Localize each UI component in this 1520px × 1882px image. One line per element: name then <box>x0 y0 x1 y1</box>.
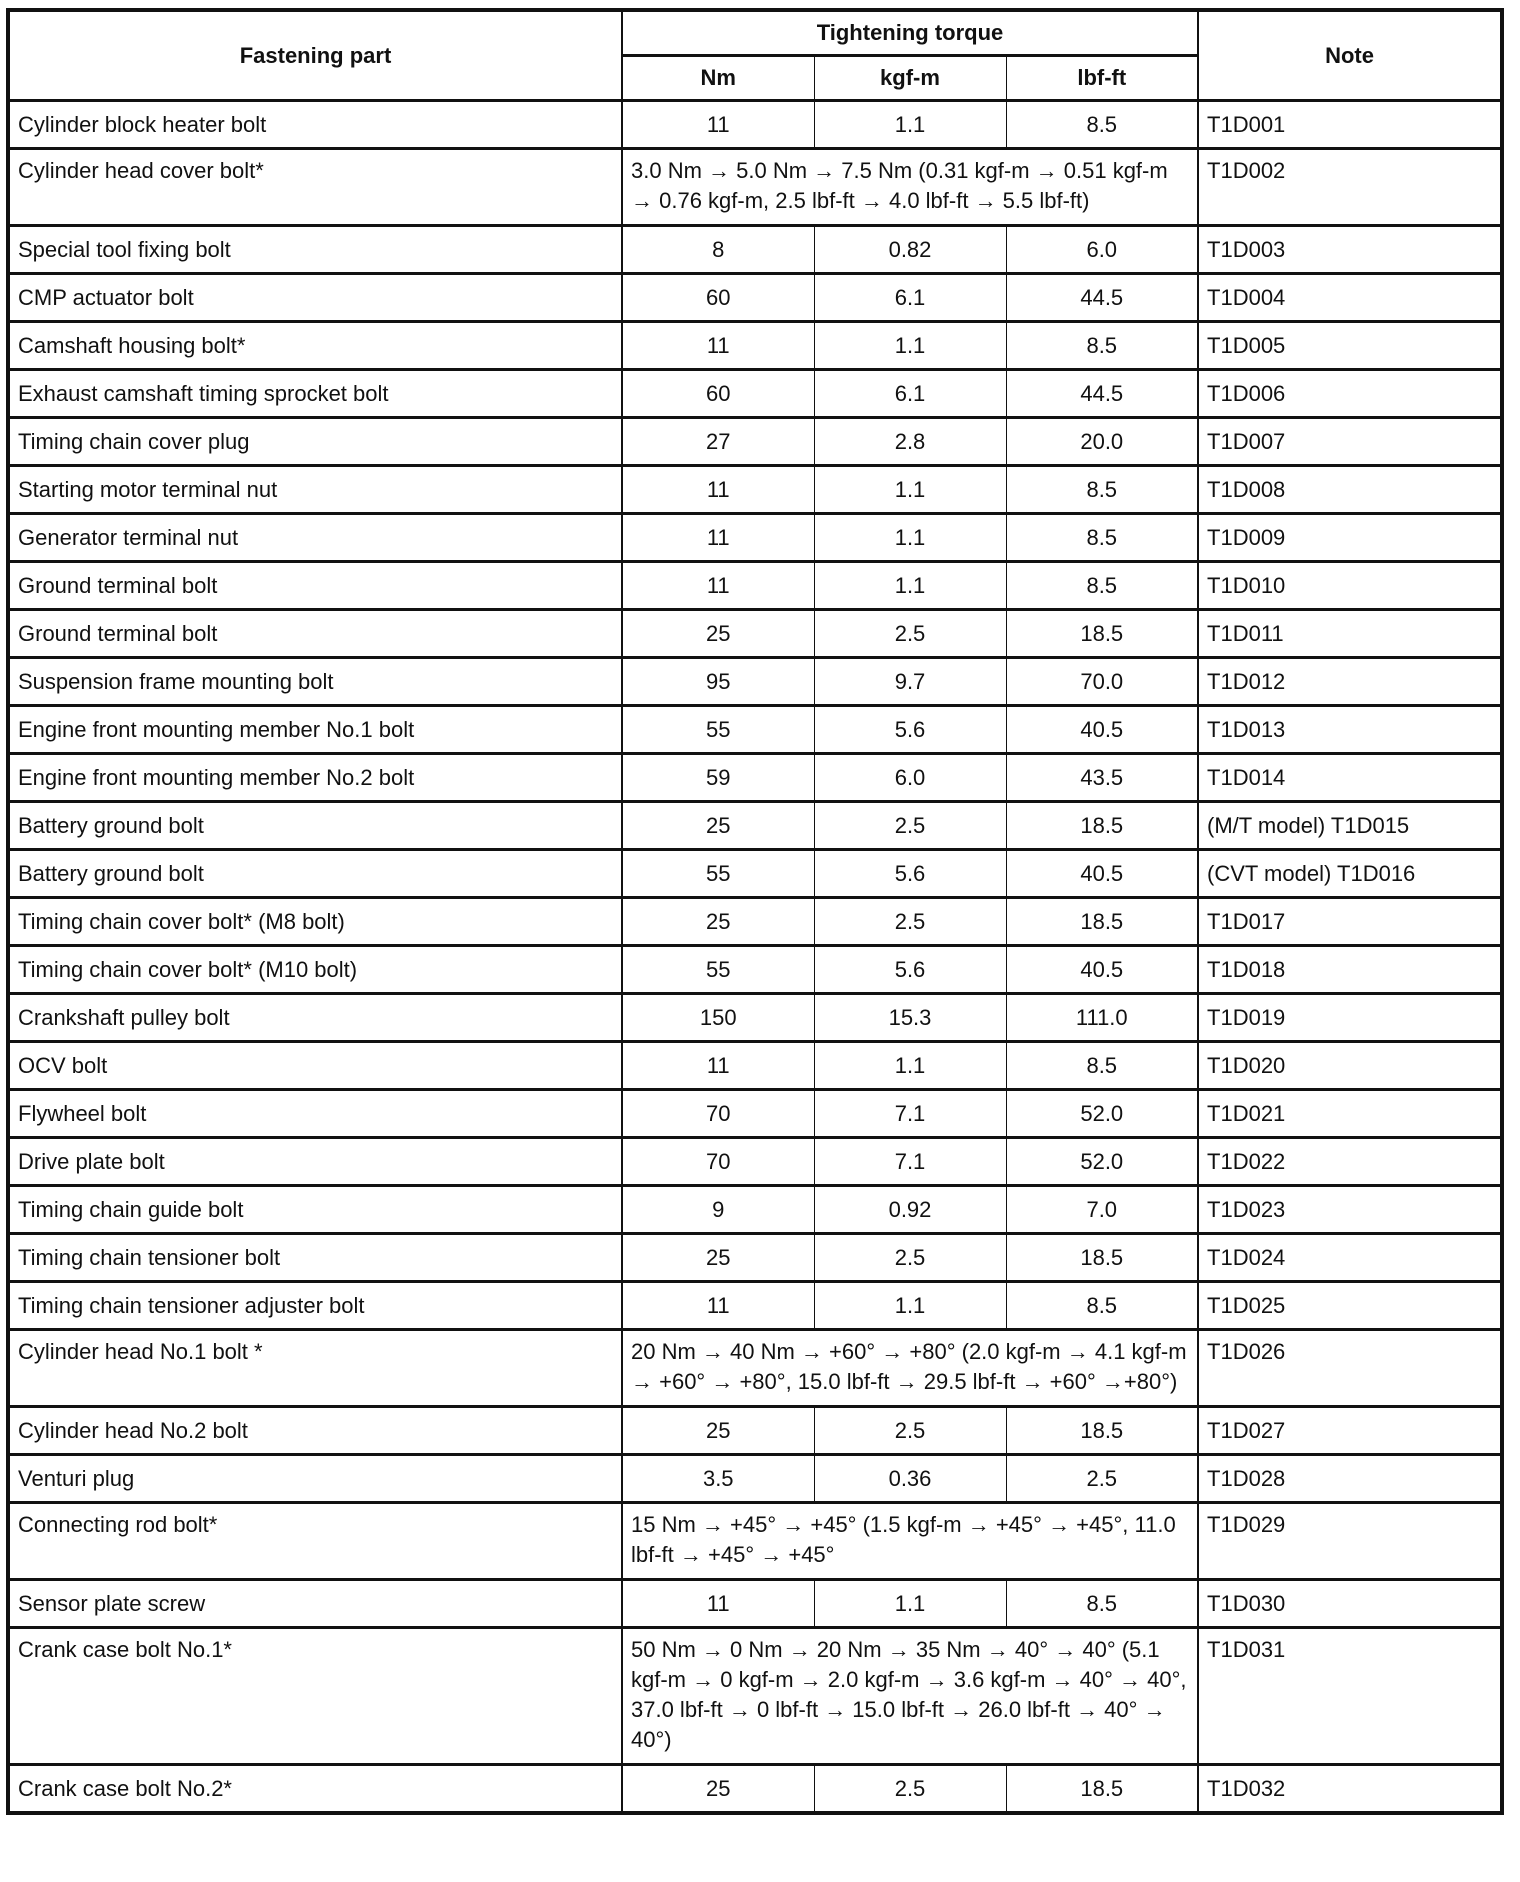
torque-sequence-cell: 3.0 Nm → 5.0 Nm → 7.5 Nm (0.31 kgf-m → 0.51 kgf-m → 0.76 kgf-m, 2.5 lbf-ft → 4.0 lbf-ft → 5.5 lbf-ft) <box>622 149 1198 226</box>
table-row <box>8 658 1502 706</box>
kgfm-cell: 7.1 <box>814 1138 1006 1186</box>
table-row <box>8 1580 1502 1628</box>
table-row <box>8 514 1502 562</box>
fastening-part-cell: Flywheel bolt <box>8 1090 622 1138</box>
note-cell: T1D024 <box>1198 1234 1502 1282</box>
lbfft-cell: 18.5 <box>1006 610 1198 658</box>
lbfft-cell: 8.5 <box>1006 101 1198 149</box>
kgfm-cell: 2.5 <box>814 898 1006 946</box>
table-row <box>8 149 1502 226</box>
kgfm-cell: 6.0 <box>814 754 1006 802</box>
table-row <box>8 1042 1502 1090</box>
table-row <box>8 802 1502 850</box>
nm-cell: 11 <box>622 322 814 370</box>
fastening-part-cell: Starting motor terminal nut <box>8 466 622 514</box>
nm-cell: 11 <box>622 1042 814 1090</box>
kgfm-cell: 6.1 <box>814 370 1006 418</box>
kgfm-cell: 15.3 <box>814 994 1006 1042</box>
fastening-part-cell: Connecting rod bolt* <box>8 1503 622 1580</box>
header-note: Note <box>1198 10 1502 101</box>
nm-cell: 25 <box>622 802 814 850</box>
nm-cell: 25 <box>622 898 814 946</box>
lbfft-cell: 18.5 <box>1006 1765 1198 1814</box>
nm-cell: 11 <box>622 101 814 149</box>
header-nm: Nm <box>622 56 814 101</box>
fastening-part-cell: Special tool fixing bolt <box>8 226 622 274</box>
lbfft-cell: 20.0 <box>1006 418 1198 466</box>
header-tightening-torque: Tightening torque <box>622 10 1198 56</box>
fastening-part-cell: Cylinder block heater bolt <box>8 101 622 149</box>
table-row <box>8 754 1502 802</box>
note-cell: T1D002 <box>1198 149 1502 226</box>
note-cell: T1D014 <box>1198 754 1502 802</box>
table-row <box>8 1282 1502 1330</box>
fastening-part-cell: Battery ground bolt <box>8 802 622 850</box>
nm-cell: 70 <box>622 1138 814 1186</box>
nm-cell: 27 <box>622 418 814 466</box>
nm-cell: 60 <box>622 370 814 418</box>
fastening-part-cell: Ground terminal bolt <box>8 610 622 658</box>
note-cell: T1D025 <box>1198 1282 1502 1330</box>
kgfm-cell: 1.1 <box>814 514 1006 562</box>
lbfft-cell: 8.5 <box>1006 466 1198 514</box>
fastening-part-cell: Timing chain cover bolt* (M10 bolt) <box>8 946 622 994</box>
nm-cell: 70 <box>622 1090 814 1138</box>
note-cell: (CVT model) T1D016 <box>1198 850 1502 898</box>
lbfft-cell: 111.0 <box>1006 994 1198 1042</box>
table-row <box>8 706 1502 754</box>
nm-cell: 95 <box>622 658 814 706</box>
nm-cell: 25 <box>622 610 814 658</box>
lbfft-cell: 8.5 <box>1006 1282 1198 1330</box>
lbfft-cell: 8.5 <box>1006 1042 1198 1090</box>
fastening-part-cell: CMP actuator bolt <box>8 274 622 322</box>
table-row <box>8 101 1502 149</box>
nm-cell: 25 <box>622 1765 814 1814</box>
nm-cell: 150 <box>622 994 814 1042</box>
torque-specification-table <box>6 8 1504 1815</box>
kgfm-cell: 0.36 <box>814 1455 1006 1503</box>
note-cell: T1D023 <box>1198 1186 1502 1234</box>
note-cell: T1D013 <box>1198 706 1502 754</box>
nm-cell: 11 <box>622 1580 814 1628</box>
nm-cell: 11 <box>622 514 814 562</box>
table-row <box>8 898 1502 946</box>
table-row <box>8 946 1502 994</box>
kgfm-cell: 5.6 <box>814 706 1006 754</box>
lbfft-cell: 52.0 <box>1006 1090 1198 1138</box>
note-cell: T1D011 <box>1198 610 1502 658</box>
table-row <box>8 610 1502 658</box>
table-row <box>8 1138 1502 1186</box>
kgfm-cell: 1.1 <box>814 466 1006 514</box>
header-fastening-part: Fastening part <box>8 10 622 101</box>
table-row <box>8 1455 1502 1503</box>
header-lbfft: lbf-ft <box>1006 56 1198 101</box>
note-cell: T1D018 <box>1198 946 1502 994</box>
table-body <box>8 101 1502 1814</box>
lbfft-cell: 18.5 <box>1006 1407 1198 1455</box>
fastening-part-cell: Timing chain guide bolt <box>8 1186 622 1234</box>
kgfm-cell: 1.1 <box>814 1580 1006 1628</box>
nm-cell: 11 <box>622 562 814 610</box>
fastening-part-cell: Suspension frame mounting bolt <box>8 658 622 706</box>
note-cell: T1D028 <box>1198 1455 1502 1503</box>
table-row <box>8 226 1502 274</box>
note-cell: T1D032 <box>1198 1765 1502 1814</box>
nm-cell: 25 <box>622 1407 814 1455</box>
fastening-part-cell: Cylinder head cover bolt* <box>8 149 622 226</box>
nm-cell: 8 <box>622 226 814 274</box>
fastening-part-cell: Cylinder head No.1 bolt * <box>8 1330 622 1407</box>
note-cell: T1D001 <box>1198 101 1502 149</box>
lbfft-cell: 52.0 <box>1006 1138 1198 1186</box>
torque-sequence-cell: 20 Nm → 40 Nm → +60° → +80° (2.0 kgf-m → 4.1 kgf-m → +60° → +80°, 15.0 lbf-ft → 29.5 lbf-ft → +60° →+80°) <box>622 1330 1198 1407</box>
table-row <box>8 418 1502 466</box>
lbfft-cell: 40.5 <box>1006 946 1198 994</box>
kgfm-cell: 1.1 <box>814 1042 1006 1090</box>
nm-cell: 55 <box>622 946 814 994</box>
kgfm-cell: 1.1 <box>814 322 1006 370</box>
kgfm-cell: 0.92 <box>814 1186 1006 1234</box>
fastening-part-cell: Timing chain tensioner adjuster bolt <box>8 1282 622 1330</box>
fastening-part-cell: Engine front mounting member No.2 bolt <box>8 754 622 802</box>
note-cell: T1D010 <box>1198 562 1502 610</box>
nm-cell: 11 <box>622 1282 814 1330</box>
nm-cell: 9 <box>622 1186 814 1234</box>
note-cell: T1D022 <box>1198 1138 1502 1186</box>
table-header <box>8 10 1502 101</box>
fastening-part-cell: Camshaft housing bolt* <box>8 322 622 370</box>
table-row <box>8 466 1502 514</box>
lbfft-cell: 6.0 <box>1006 226 1198 274</box>
table-row <box>8 1503 1502 1580</box>
lbfft-cell: 18.5 <box>1006 898 1198 946</box>
fastening-part-cell: Ground terminal bolt <box>8 562 622 610</box>
kgfm-cell: 2.5 <box>814 1765 1006 1814</box>
note-cell: T1D021 <box>1198 1090 1502 1138</box>
fastening-part-cell: OCV bolt <box>8 1042 622 1090</box>
note-cell: T1D004 <box>1198 274 1502 322</box>
torque-sequence-cell: 15 Nm → +45° → +45° (1.5 kgf-m → +45° → +45°, 11.0 lbf-ft → +45° → +45° <box>622 1503 1198 1580</box>
lbfft-cell: 8.5 <box>1006 514 1198 562</box>
kgfm-cell: 0.82 <box>814 226 1006 274</box>
fastening-part-cell: Cylinder head No.2 bolt <box>8 1407 622 1455</box>
lbfft-cell: 8.5 <box>1006 322 1198 370</box>
nm-cell: 55 <box>622 706 814 754</box>
lbfft-cell: 18.5 <box>1006 802 1198 850</box>
table-row <box>8 994 1502 1042</box>
kgfm-cell: 1.1 <box>814 1282 1006 1330</box>
fastening-part-cell: Generator terminal nut <box>8 514 622 562</box>
kgfm-cell: 2.8 <box>814 418 1006 466</box>
table-row <box>8 274 1502 322</box>
kgfm-cell: 5.6 <box>814 850 1006 898</box>
header-kgfm: kgf-m <box>814 56 1006 101</box>
note-cell: (M/T model) T1D015 <box>1198 802 1502 850</box>
note-cell: T1D019 <box>1198 994 1502 1042</box>
table-row <box>8 850 1502 898</box>
kgfm-cell: 2.5 <box>814 610 1006 658</box>
table-row <box>8 1090 1502 1138</box>
kgfm-cell: 6.1 <box>814 274 1006 322</box>
kgfm-cell: 1.1 <box>814 562 1006 610</box>
kgfm-cell: 7.1 <box>814 1090 1006 1138</box>
lbfft-cell: 40.5 <box>1006 850 1198 898</box>
lbfft-cell: 8.5 <box>1006 562 1198 610</box>
nm-cell: 11 <box>622 466 814 514</box>
kgfm-cell: 1.1 <box>814 101 1006 149</box>
note-cell: T1D006 <box>1198 370 1502 418</box>
fastening-part-cell: Crank case bolt No.1* <box>8 1628 622 1765</box>
note-cell: T1D026 <box>1198 1330 1502 1407</box>
fastening-part-cell: Battery ground bolt <box>8 850 622 898</box>
fastening-part-cell: Drive plate bolt <box>8 1138 622 1186</box>
nm-cell: 60 <box>622 274 814 322</box>
fastening-part-cell: Timing chain cover bolt* (M8 bolt) <box>8 898 622 946</box>
fastening-part-cell: Crank case bolt No.2* <box>8 1765 622 1814</box>
table-row <box>8 1186 1502 1234</box>
torque-sequence-cell: 50 Nm → 0 Nm → 20 Nm → 35 Nm → 40° → 40° (5.1 kgf-m → 0 kgf-m → 2.0 kgf-m → 3.6 kgf-m → 40° → 40°, 37.0 lbf-ft → 0 lbf-ft → 15.0 lbf-ft → 26.0 lbf-ft → 40° → 40°) <box>622 1628 1198 1765</box>
nm-cell: 25 <box>622 1234 814 1282</box>
note-cell: T1D009 <box>1198 514 1502 562</box>
table-row <box>8 1765 1502 1814</box>
table-row <box>8 370 1502 418</box>
fastening-part-cell: Engine front mounting member No.1 bolt <box>8 706 622 754</box>
lbfft-cell: 43.5 <box>1006 754 1198 802</box>
table-row <box>8 1330 1502 1407</box>
note-cell: T1D003 <box>1198 226 1502 274</box>
note-cell: T1D020 <box>1198 1042 1502 1090</box>
nm-cell: 59 <box>622 754 814 802</box>
table-row <box>8 322 1502 370</box>
lbfft-cell: 7.0 <box>1006 1186 1198 1234</box>
fastening-part-cell: Exhaust camshaft timing sprocket bolt <box>8 370 622 418</box>
fastening-part-cell: Venturi plug <box>8 1455 622 1503</box>
note-cell: T1D029 <box>1198 1503 1502 1580</box>
table-row <box>8 1234 1502 1282</box>
lbfft-cell: 2.5 <box>1006 1455 1198 1503</box>
fastening-part-cell: Crankshaft pulley bolt <box>8 994 622 1042</box>
kgfm-cell: 2.5 <box>814 802 1006 850</box>
kgfm-cell: 9.7 <box>814 658 1006 706</box>
note-cell: T1D017 <box>1198 898 1502 946</box>
table-row <box>8 1628 1502 1765</box>
lbfft-cell: 8.5 <box>1006 1580 1198 1628</box>
kgfm-cell: 2.5 <box>814 1234 1006 1282</box>
note-cell: T1D027 <box>1198 1407 1502 1455</box>
kgfm-cell: 5.6 <box>814 946 1006 994</box>
note-cell: T1D030 <box>1198 1580 1502 1628</box>
note-cell: T1D005 <box>1198 322 1502 370</box>
lbfft-cell: 40.5 <box>1006 706 1198 754</box>
note-cell: T1D012 <box>1198 658 1502 706</box>
lbfft-cell: 18.5 <box>1006 1234 1198 1282</box>
note-cell: T1D031 <box>1198 1628 1502 1765</box>
fastening-part-cell: Timing chain cover plug <box>8 418 622 466</box>
fastening-part-cell: Sensor plate screw <box>8 1580 622 1628</box>
lbfft-cell: 44.5 <box>1006 370 1198 418</box>
table-row <box>8 1407 1502 1455</box>
fastening-part-cell: Timing chain tensioner bolt <box>8 1234 622 1282</box>
note-cell: T1D007 <box>1198 418 1502 466</box>
note-cell: T1D008 <box>1198 466 1502 514</box>
lbfft-cell: 70.0 <box>1006 658 1198 706</box>
nm-cell: 55 <box>622 850 814 898</box>
lbfft-cell: 44.5 <box>1006 274 1198 322</box>
nm-cell: 3.5 <box>622 1455 814 1503</box>
kgfm-cell: 2.5 <box>814 1407 1006 1455</box>
table-row <box>8 562 1502 610</box>
